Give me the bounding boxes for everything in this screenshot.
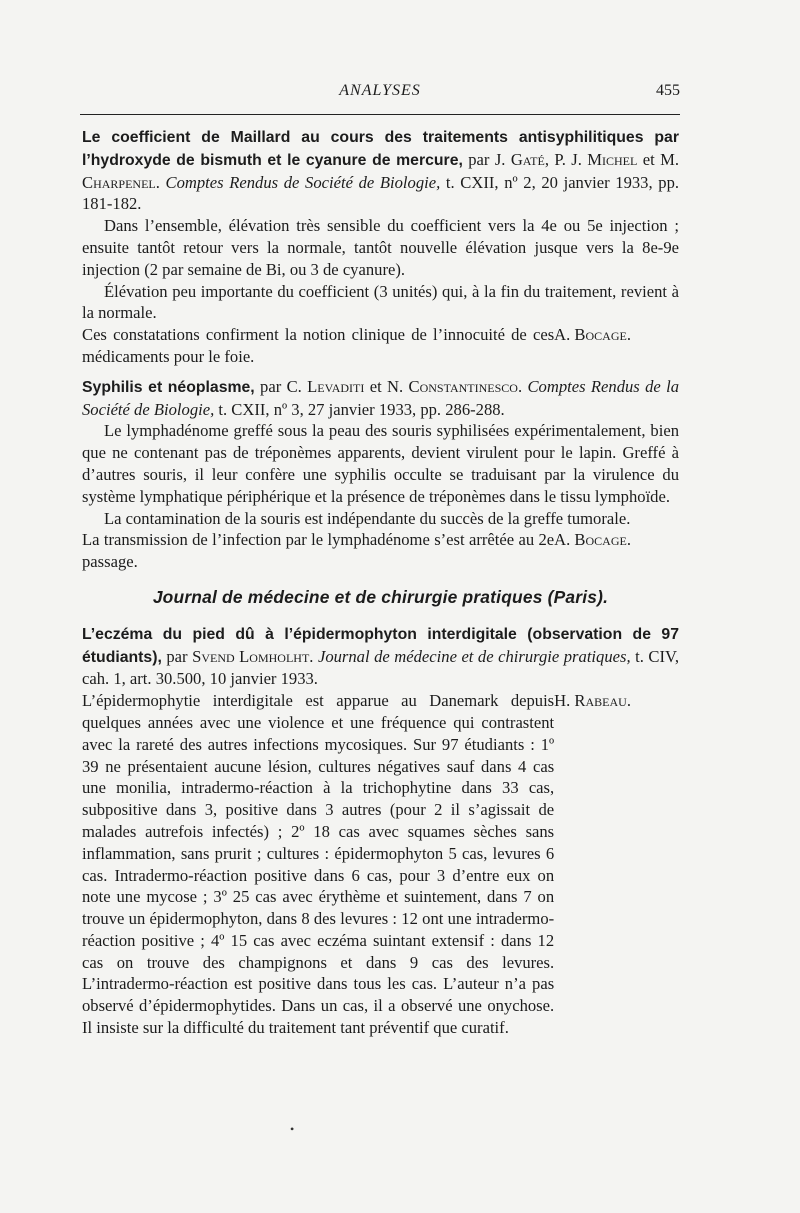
- article-heading: Syphilis et néoplasme, par C. Levaditi et N. Constantinesco. Comptes Rendus de la Société de Biologie, t. CXII, nº 3, 27 janvier 1933, pp. 286-288.: [82, 376, 680, 419]
- paragraph-with-signature: [82, 324, 679, 368]
- paragraph: La contamination de la souris est indépendante du succès de la greffe tumorale.: [104, 508, 631, 528]
- article-heading: L’eczéma du pied dû à l’épidermophyton interdigitale (observation de 97 étudiants), par Svend Lomholht. Journal de médecine et de chirurgie pratiques, t. CIV, cah. 1, art. 30.500, 10 janvier 1933.: [82, 625, 679, 689]
- paragraph-with-signature: [82, 529, 679, 573]
- paragraph: La transmission de l’infection par le lymphadénome s’est arrêtée au 2e passage.: [82, 530, 555, 572]
- article-title: Syphilis et néoplasme,: [82, 378, 255, 396]
- source-journal: Comptes Rendus de Société de Biologie,: [165, 172, 441, 192]
- author-name: Svend Lomholht: [192, 646, 310, 666]
- running-title: ANALYSES: [339, 82, 421, 99]
- article-title: L’eczéma du pied dû à l’épidermophyton interdigitale (observation de 97 étudiants),: [82, 625, 679, 666]
- source-reference: t. CIV, cah. 1, art. 30.500, 10 janvier 1933.: [82, 646, 679, 689]
- author-name: Levaditi: [307, 376, 365, 396]
- paragraph-with-signature: [82, 690, 679, 1039]
- page-content: [82, 126, 679, 1039]
- article-title: Le coefficient de Maillard au cours des traitements antisyphilitiques par l’hydroxyde de bismuth et le cyanure de mercure,: [82, 129, 679, 169]
- page-number: 455: [656, 82, 680, 99]
- article-syphilis-neoplasme: [82, 376, 679, 573]
- article-maillard: [82, 126, 679, 368]
- paragraph: Élévation peu importante du coefficient (3 unités) qui, à la fin du traitement, revient à la normale.: [82, 281, 679, 323]
- article-eczema: [82, 623, 679, 1039]
- journal-section-heading: Journal de médecine et de chirurgie pratiques (Paris).: [152, 586, 609, 607]
- source-journal: Comptes Rendus de la Société de Biologie,: [82, 376, 680, 419]
- article-heading: Le coefficient de Maillard au cours des traitements antisyphilitiques par l’hydroxyde de bismuth et le cyanure de mercure, par J. Gaté, P. J. Michel et M. Charpenel. Comptes Rendus de Société de Biologie, t. CXII, nº 2, 20 janvier 1933, pp. 181-182.: [82, 129, 680, 214]
- source-journal: Journal de médecine et de chirurgie pratiques,: [317, 646, 631, 666]
- source-reference: t. CXII, nº 2, 20 janvier 1933, pp. 181-182.: [82, 172, 680, 214]
- reviewer-signature: H. Rabeau.: [554, 691, 631, 711]
- ink-speck: •: [290, 1122, 295, 1136]
- author-name: Constantinesco: [408, 376, 518, 396]
- paragraph: Dans l’ensemble, élévation très sensible du coefficient vers la 4e ou 5e injection ; ensuite tantôt retour vers la normale, tantôt nouvelle élévation jusque vers la 8e-9e injection (2 par semaine de Bi, ou 3 de cyanure).: [82, 216, 679, 279]
- author-name: Charpenel: [82, 172, 156, 192]
- source-reference: t. CXII, nº 3, 27 janvier 1933, pp. 286-288.: [214, 399, 505, 419]
- paragraph: Le lymphadénome greffé sous la peau des souris syphilisées expérimentalement, bien que ne contenant pas de tréponèmes apparents, devient virulent pour le lapin. Greffé à d’autres souris, il leur confère une syphilis occulte se traduisant par la virulence du système lymphatique périphérique et la présence de tréponèmes dans le tissu lymphoïde.: [82, 421, 679, 506]
- author-name: Michel: [587, 149, 638, 169]
- running-header: [80, 82, 680, 106]
- header-rule: [80, 114, 680, 115]
- author-name: Gaté: [510, 149, 545, 169]
- reviewer-signature: A. Bocage.: [554, 530, 631, 550]
- paragraph: Ces constatations confirment la notion clinique de l’innocuité de ces médicaments pour le foie.: [82, 325, 555, 366]
- reviewer-signature: A. Bocage.: [554, 325, 631, 345]
- paragraph: L’épidermophytie interdigitale est apparue au Danemark depuis quelques années avec une violence et une fréquence qui contrastent avec la rareté des autres infections mycosiques. Sur 97 étudiants : 1º 39 ne présentaient aucune lésion, cultures négatives sauf dans 4 cas une monilia, intradermo-réaction à la trichophytine dans 33 cas, subpositive dans 3, positive dans 3 autres (pour 2 il s’agissait de malades autrefois infectés) ; 2º 18 cas avec squames sèches sans inflammation, sans prurit ; cultures : épidermophyton 5 cas, levures 6 cas. Intradermo-réaction positive dans 6 cas, pour 3 d’entre eux on note une mycose ; 3º 25 cas avec érythème et suintement, dans 7 on trouve un épidermophyton, dans 8 des levures : 12 ont une intradermo-réaction positive ; 4º 15 cas avec eczéma suintant extensif : dans 12 cas on trouve des champignons et dans 9 cas des levures. L’intradermo-réaction est positive dans tous les cas. L’auteur n’a pas observé d’épidermophytides. Dans un cas, il a observé une onychose. Il insiste sur la difficulté du traitement tant préventif que curatif.: [82, 691, 555, 1038]
